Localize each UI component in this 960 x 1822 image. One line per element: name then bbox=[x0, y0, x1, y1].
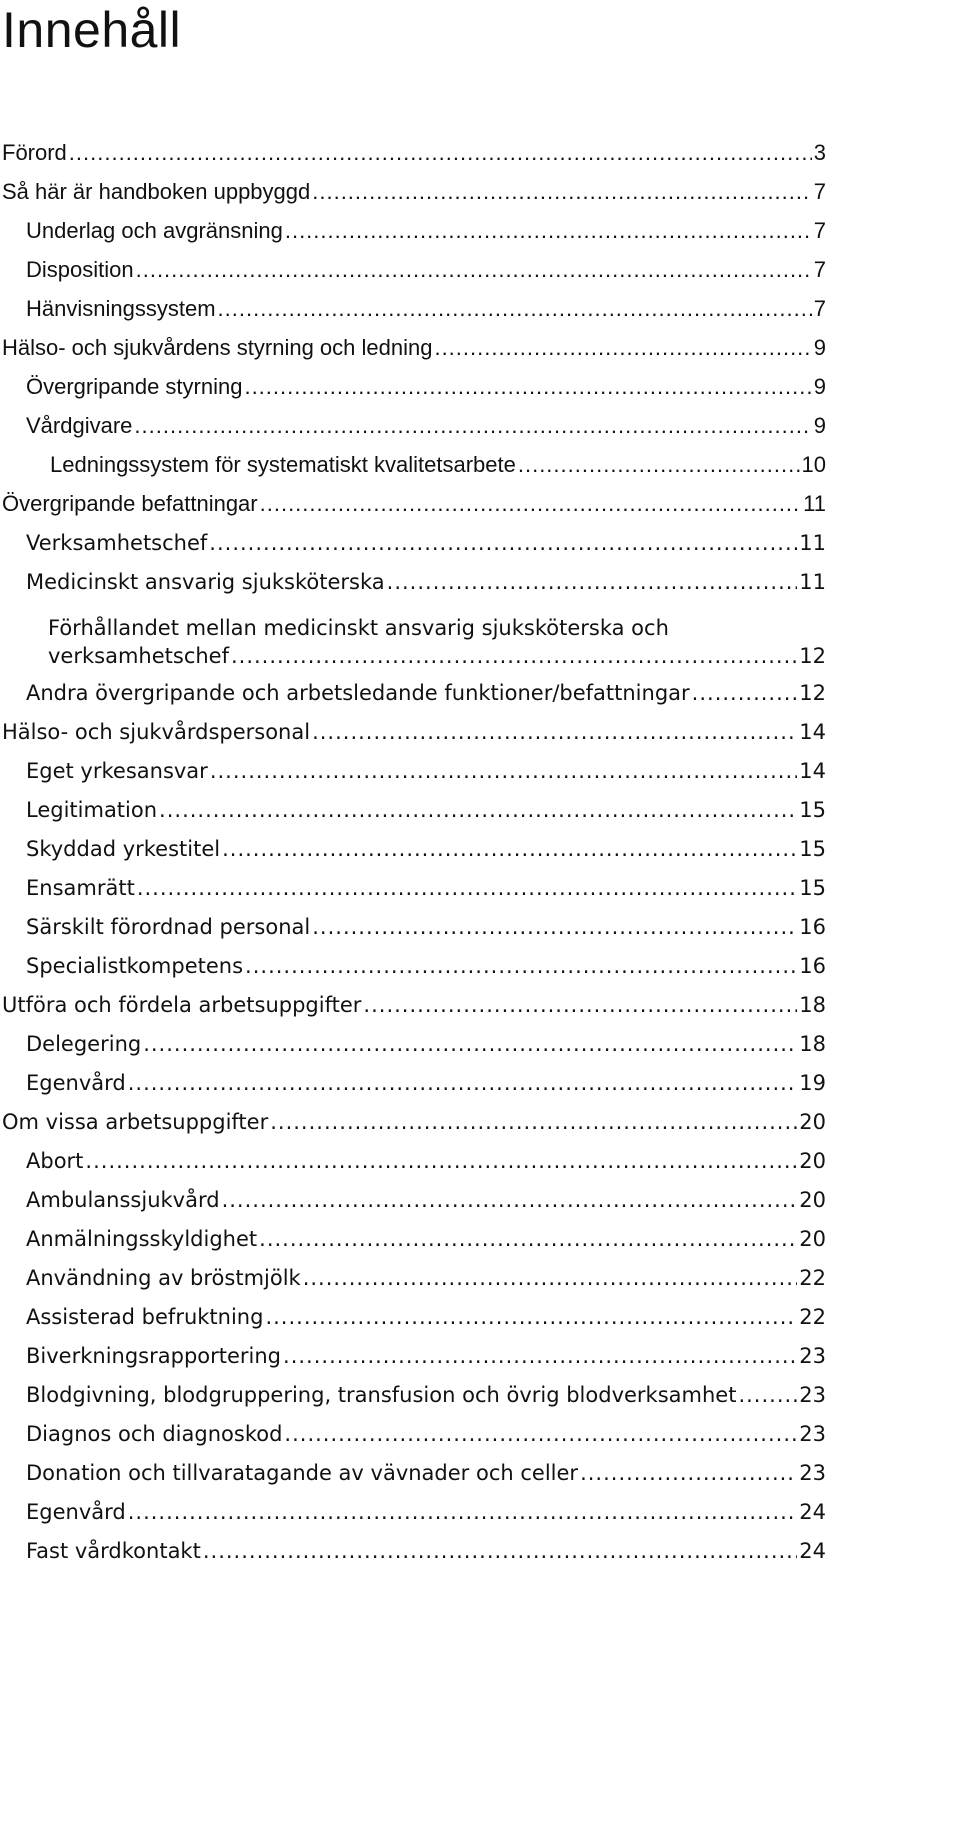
toc-entry-anmalningsskyldighet[interactable] bbox=[26, 1224, 826, 1254]
toc-entry-legitimation[interactable] bbox=[26, 795, 826, 825]
toc-entry-page: 9 bbox=[813, 374, 826, 399]
toc-entry-medicinskt-ansvarig-sjukskoterska[interactable] bbox=[26, 567, 826, 597]
toc-entry-title: Egenvård bbox=[26, 1071, 126, 1095]
toc-dot-leader bbox=[69, 138, 812, 168]
toc-entry-page: 20 bbox=[799, 1227, 826, 1251]
toc-dot-leader bbox=[203, 1536, 797, 1566]
toc-dot-leader bbox=[222, 1185, 798, 1215]
toc-entry-title-line-1[interactable]: Förhållandet mellan medicinskt ansvarig sjuksköterska och bbox=[48, 616, 669, 640]
toc-entry-title: Anmälningsskyldighet bbox=[26, 1227, 258, 1251]
toc-entry-egenvard-1[interactable] bbox=[26, 1068, 826, 1098]
toc-entry-page: 11 bbox=[799, 531, 826, 555]
toc-entry-forhallandet-mellan-mas-och-verksamhetschef[interactable] bbox=[48, 641, 826, 671]
toc-dot-leader bbox=[222, 834, 797, 864]
toc-dot-leader bbox=[580, 1458, 797, 1488]
toc-entry-page: 23 bbox=[799, 1344, 826, 1368]
toc-entry-page: 12 bbox=[799, 644, 826, 668]
toc-entry-title: Fast vårdkontakt bbox=[26, 1539, 201, 1563]
toc-entry-disposition[interactable] bbox=[26, 255, 826, 285]
toc-entry-title: Ledningssystem för systematiskt kvalitetsarbete bbox=[50, 452, 516, 477]
toc-entry-page: 22 bbox=[799, 1266, 826, 1290]
toc-entry-sarskilt-forordnad-personal[interactable] bbox=[26, 912, 826, 942]
toc-entry-overgripande-styrning[interactable] bbox=[26, 372, 826, 402]
toc-entry-page: 22 bbox=[799, 1305, 826, 1329]
toc-entry-title: Donation och tillvaratagande av vävnader och celler bbox=[26, 1461, 579, 1485]
toc-entry-title: Abort bbox=[26, 1149, 84, 1173]
toc-entry-page: 23 bbox=[799, 1422, 826, 1446]
toc-entry-page: 16 bbox=[799, 915, 826, 939]
toc-dot-leader bbox=[137, 873, 797, 903]
toc-entry-overgripande-befattningar[interactable] bbox=[2, 489, 826, 519]
page-title: Innehåll bbox=[2, 2, 182, 58]
toc-dot-leader bbox=[134, 411, 811, 441]
toc-entry-page: 23 bbox=[799, 1383, 826, 1407]
toc-dot-leader bbox=[312, 717, 797, 747]
toc-entry-page: 10 bbox=[801, 452, 826, 477]
toc-dot-leader bbox=[284, 1419, 797, 1449]
toc-dot-leader bbox=[209, 528, 797, 558]
toc-entry-page: 15 bbox=[799, 876, 826, 900]
toc-entry-page: 9 bbox=[813, 335, 826, 360]
toc-dot-leader bbox=[244, 372, 811, 402]
toc-entry-title: Diagnos och diagnoskod bbox=[26, 1422, 283, 1446]
toc-entry-anvandning-av-brostmjolk[interactable] bbox=[26, 1263, 826, 1293]
toc-entry-title: Specialistkompetens bbox=[26, 954, 244, 978]
toc-entry-page: 14 bbox=[799, 759, 826, 783]
toc-entry-title: verksamhetschef bbox=[48, 644, 229, 668]
toc-dot-leader bbox=[210, 756, 797, 786]
toc-entry-title: Utföra och fördela arbetsuppgifter bbox=[2, 993, 362, 1017]
toc-entry-page: 15 bbox=[799, 798, 826, 822]
toc-dot-leader bbox=[128, 1497, 798, 1527]
toc-entry-title: Disposition bbox=[26, 257, 134, 282]
toc-dot-leader bbox=[136, 255, 812, 285]
toc-entry-title: Eget yrkesansvar bbox=[26, 759, 208, 783]
toc-entry-title: Särskilt förordnad personal bbox=[26, 915, 311, 939]
toc-entry-page: 18 bbox=[799, 993, 826, 1017]
toc-dot-leader bbox=[363, 990, 797, 1020]
toc-dot-leader bbox=[218, 294, 812, 324]
toc-entry-diagnos-och-diagnoskod[interactable] bbox=[26, 1419, 826, 1449]
toc-entry-donation-och-tillvaratagande[interactable] bbox=[26, 1458, 826, 1488]
toc-entry-title: Biverkningsrapportering bbox=[26, 1344, 282, 1368]
toc-entry-blodgivning-blodgruppering-transfusion[interactable] bbox=[26, 1380, 826, 1410]
toc-dot-leader bbox=[312, 177, 812, 207]
toc-entry-fast-vardkontakt[interactable] bbox=[26, 1536, 826, 1566]
toc-dot-leader bbox=[245, 951, 797, 981]
toc-dot-leader bbox=[85, 1146, 797, 1176]
toc-entry-page: 20 bbox=[799, 1188, 826, 1212]
toc-dot-leader bbox=[303, 1263, 798, 1293]
toc-dot-leader bbox=[143, 1029, 797, 1059]
toc-entry-title: Skyddad yrkestitel bbox=[26, 837, 221, 861]
toc-entry-skyddad-yrkestitel[interactable] bbox=[26, 834, 826, 864]
toc-entry-page: 20 bbox=[799, 1149, 826, 1173]
toc-entry-page: 7 bbox=[813, 218, 826, 243]
toc-entry-specialistkompetens[interactable] bbox=[26, 951, 826, 981]
toc-entry-ensamratt[interactable] bbox=[26, 873, 826, 903]
toc-dot-leader bbox=[231, 641, 797, 671]
toc-entry-title: Ambulanssjukvård bbox=[26, 1188, 220, 1212]
toc-dot-leader bbox=[312, 912, 797, 942]
toc-dot-leader bbox=[259, 1224, 797, 1254]
toc-entry-page: 18 bbox=[799, 1032, 826, 1056]
toc-entry-title: Underlag och avgränsning bbox=[26, 218, 283, 243]
toc-entry-page: 7 bbox=[813, 179, 826, 204]
toc-entry-title: Hälso- och sjukvårdspersonal bbox=[2, 720, 311, 744]
toc-entry-page: 3 bbox=[813, 140, 826, 165]
toc-entry-om-vissa-arbetsuppgifter[interactable] bbox=[2, 1107, 826, 1137]
toc-entry-halso-och-sjukvardspersonal[interactable] bbox=[2, 717, 826, 747]
toc-entry-eget-yrkesansvar[interactable] bbox=[26, 756, 826, 786]
toc-entry-title: Legitimation bbox=[26, 798, 158, 822]
toc-entry-page: 20 bbox=[799, 1110, 826, 1134]
toc-entry-title: Användning av bröstmjölk bbox=[26, 1266, 301, 1290]
toc-entry-page: 11 bbox=[803, 491, 826, 516]
toc-dot-leader bbox=[283, 1341, 797, 1371]
toc-dot-leader bbox=[738, 1380, 797, 1410]
toc-entry-andra-overgripande-och-arbetsledande-funktioner[interactable] bbox=[26, 678, 826, 708]
toc-dot-leader bbox=[434, 333, 811, 363]
toc-entry-page: 16 bbox=[799, 954, 826, 978]
toc-entry-abort[interactable] bbox=[26, 1146, 826, 1176]
toc-entry-verksamhetschef[interactable] bbox=[26, 528, 826, 558]
toc-entry-forord[interactable] bbox=[2, 138, 826, 168]
toc-entry-title: Om vissa arbetsuppgifter bbox=[2, 1110, 269, 1134]
toc-entry-title: Vårdgivare bbox=[26, 413, 133, 438]
toc-entry-page: 7 bbox=[813, 296, 826, 321]
toc-entry-halso-och-sjukvardens-styrning-och-ledning[interactable] bbox=[2, 333, 826, 363]
toc-entry-page: 11 bbox=[799, 570, 826, 594]
toc-dot-leader bbox=[128, 1068, 798, 1098]
toc-dot-leader bbox=[159, 795, 797, 825]
toc-entry-page: 14 bbox=[799, 720, 826, 744]
toc-entry-underlag-och-avgransning[interactable] bbox=[26, 216, 826, 246]
toc-entry-title: Hänvisningssystem bbox=[26, 296, 216, 321]
toc-dot-leader bbox=[285, 216, 812, 246]
toc-entry-title: Egenvård bbox=[26, 1500, 126, 1524]
toc-entry-sa-har-ar-handboken-uppbyggd[interactable] bbox=[2, 177, 826, 207]
toc-entry-hanvisningssystem[interactable] bbox=[26, 294, 826, 324]
toc-entry-title: Blodgivning, blodgruppering, transfusion och övrig blodverksamhet bbox=[26, 1383, 737, 1407]
toc-entry-page: 23 bbox=[799, 1461, 826, 1485]
toc-entry-page: 24 bbox=[799, 1539, 826, 1563]
toc-entry-ambulanssjukvard[interactable] bbox=[26, 1185, 826, 1215]
toc-entry-delegering[interactable] bbox=[26, 1029, 826, 1059]
toc-entry-title: Förord bbox=[2, 140, 67, 165]
toc-entry-assisterad-befruktning[interactable] bbox=[26, 1302, 826, 1332]
toc-entry-title: Övergripande befattningar bbox=[2, 491, 258, 516]
toc-entry-title: Andra övergripande och arbetsledande funktioner/befattningar bbox=[26, 681, 690, 705]
toc-entry-title: Assisterad befruktning bbox=[26, 1305, 264, 1329]
toc-entry-vardgivare[interactable] bbox=[26, 411, 826, 441]
toc-entry-ledningssystem-for-systematiskt-kvalitetsarbete[interactable] bbox=[50, 450, 826, 480]
toc-dot-leader bbox=[692, 678, 798, 708]
toc-dot-leader bbox=[265, 1302, 797, 1332]
toc-entry-utfora-och-fordela-arbetsuppgifter[interactable] bbox=[2, 990, 826, 1020]
toc-entry-title: Hälso- och sjukvårdens styrning och ledning bbox=[2, 335, 433, 360]
toc-entry-title: Verksamhetschef bbox=[26, 531, 208, 555]
toc-entry-page: 19 bbox=[799, 1071, 826, 1095]
toc-entry-egenvard-2[interactable] bbox=[26, 1497, 826, 1527]
toc-entry-page: 9 bbox=[813, 413, 826, 438]
toc-entry-title: Ensamrätt bbox=[26, 876, 135, 900]
toc-dot-leader bbox=[260, 489, 802, 519]
toc-entry-page: 15 bbox=[799, 837, 826, 861]
toc-entry-title: Delegering bbox=[26, 1032, 142, 1056]
toc-entry-page: 7 bbox=[813, 257, 826, 282]
toc-entry-title: Så här är handboken uppbyggd bbox=[2, 179, 311, 204]
toc-entry-biverkningsrapportering[interactable] bbox=[26, 1341, 826, 1371]
toc-entry-page: 24 bbox=[799, 1500, 826, 1524]
toc-dot-leader bbox=[270, 1107, 797, 1137]
toc-entry-title: Medicinskt ansvarig sjuksköterska bbox=[26, 570, 385, 594]
toc-entry-page: 12 bbox=[799, 681, 826, 705]
toc-dot-leader bbox=[518, 450, 800, 480]
toc-entry-title: Övergripande styrning bbox=[26, 374, 243, 399]
toc-dot-leader bbox=[387, 567, 798, 597]
